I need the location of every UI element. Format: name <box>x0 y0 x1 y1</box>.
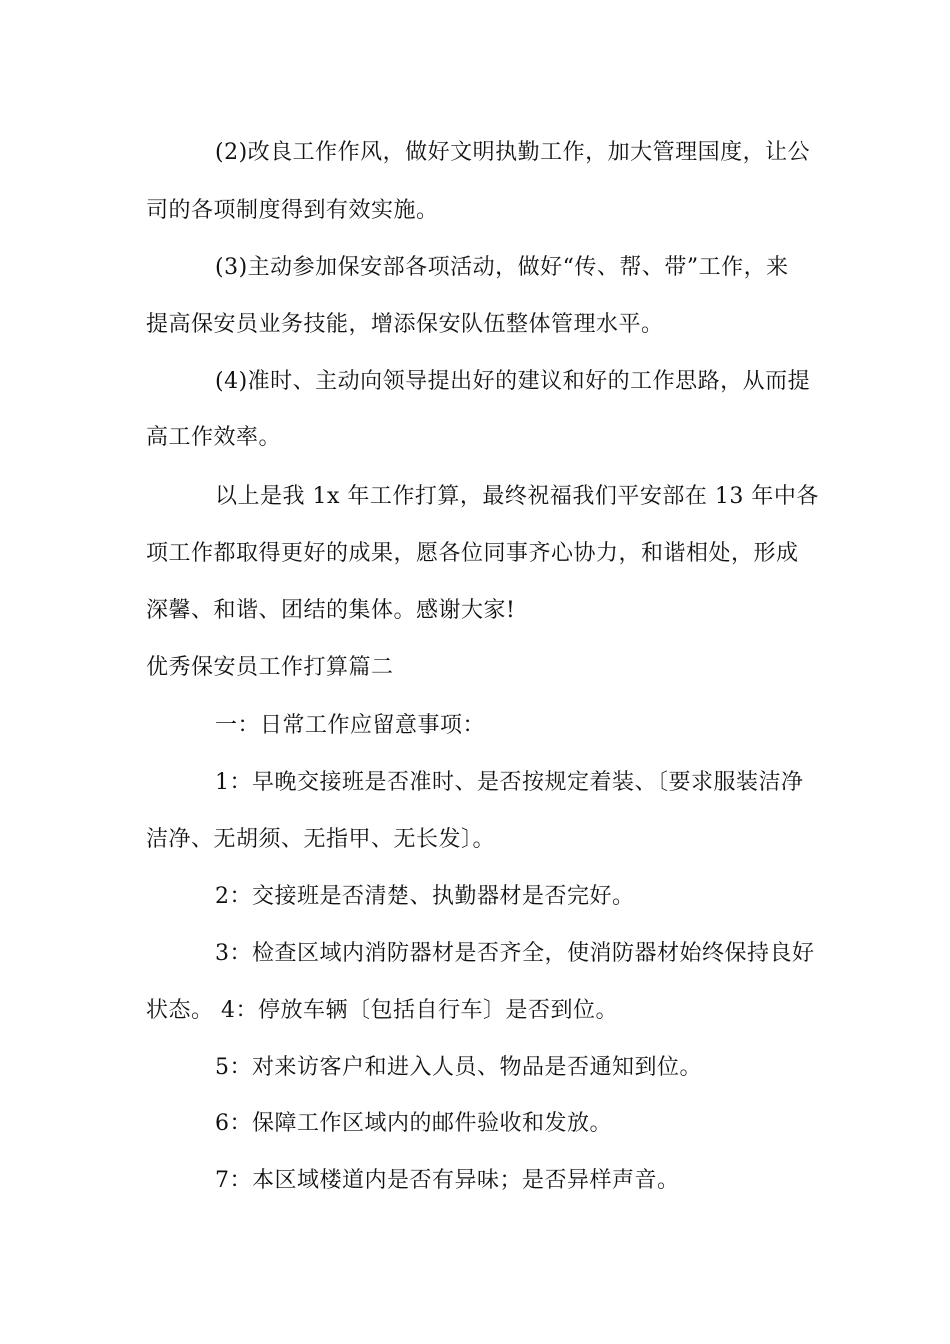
item-2: 2：交接班是否清楚、执勤器材是否完好。 <box>215 884 635 909</box>
subsection-heading: 一：日常工作应留意事项： <box>215 713 486 738</box>
paragraph-4-line-2: 高工作效率。 <box>146 425 282 450</box>
item-5: 5：对来访客户和进入人员、物品是否通知到位。 <box>215 1055 702 1080</box>
item-3-line-1: 3：检查区域内消防器材是否齐全，使消防器材始终保持良好 <box>215 941 815 966</box>
item-1-line-2: 洁净、无胡须、无指甲、无长发〕。 <box>146 827 496 852</box>
item-1-line-1: 1：早晚交接班是否准时、是否按规定着装、〔要求服装洁净 <box>215 770 804 795</box>
item-3-line-2: 状态。 4：停放车辆〔包括自行车〕是否到位。 <box>146 998 618 1023</box>
closing-paragraph-line-2: 项工作都取得更好的成果，愿各位同事齐心协力，和谐相处，形成 <box>146 541 799 566</box>
paragraph-3-line-1: (3)主动参加保安部各项活动，做好“传、帮、带”工作，来 <box>215 255 789 280</box>
paragraph-2-line-1: (2)改良工作作风，做好文明执勤工作，加大管理国度，让公 <box>215 140 811 165</box>
paragraph-4-line-1: (4)准时、主动向领导提出好的建议和好的工作思路，从而提 <box>215 369 811 394</box>
closing-paragraph-line-3: 深馨、和谐、团结的集体。感谢大家! <box>146 598 516 623</box>
item-6: 6：保障工作区域内的邮件验收和发放。 <box>215 1111 612 1136</box>
closing-paragraph-line-1: 以上是我 1x 年工作打算，最终祝福我们平安部在 13 年中各 <box>215 484 819 509</box>
section-heading: 优秀保安员工作打算篇二 <box>146 655 394 680</box>
paragraph-3-line-2: 提高保安员业务技能，增添保安队伍整体管理水平。 <box>146 312 664 337</box>
paragraph-2-line-2: 司的各项制度得到有效实施。 <box>146 198 439 223</box>
item-7: 7：本区域楼道内是否有异味；是否异样声音。 <box>215 1168 680 1193</box>
